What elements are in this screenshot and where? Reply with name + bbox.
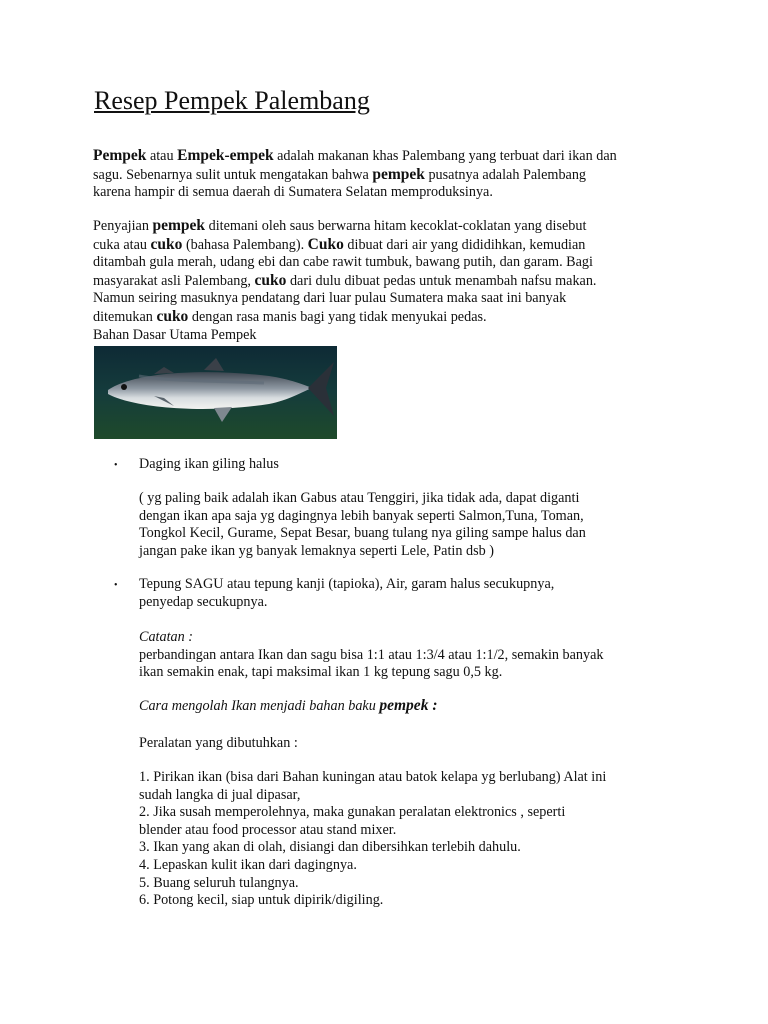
cara-heading xyxy=(139,697,699,716)
note-block xyxy=(139,629,699,682)
line: Tongkol Kecil, Gurame, Sepat Besar, buang tulang nya giling sampe halus dan xyxy=(139,525,586,542)
term-cuko: Cuko xyxy=(307,235,344,253)
term-cuko: cuko xyxy=(150,235,183,253)
text: ditambah gula merah, udang ebi dan cabe rawit tumbuk, bawang putih, dan garam. Bagi xyxy=(93,254,593,271)
fish-image xyxy=(94,346,337,439)
line xyxy=(93,308,693,327)
step-line: sudah langka di jual dipasar, xyxy=(139,786,301,803)
line xyxy=(93,217,693,236)
ingredient-item-sagu xyxy=(139,576,699,611)
line xyxy=(93,236,693,255)
bullet-icon: • xyxy=(114,580,118,591)
text: ditemukan xyxy=(93,308,157,325)
text: masyarakat asli Palembang, xyxy=(93,272,255,289)
cara-text: Cara mengolah Ikan menjadi bahan baku xyxy=(139,698,380,714)
term-pempek: Pempek xyxy=(93,147,147,164)
text: Namun seiring masuknya pendatang dari luar pulau Sumatera maka saat ini banyak xyxy=(93,290,567,307)
bullet-icon: • xyxy=(114,460,118,471)
term-cuko: cuko xyxy=(254,271,287,289)
line xyxy=(93,290,693,308)
text: adalah makanan khas Palembang yang terbuat dari ikan dan xyxy=(273,148,617,164)
line: jangan pake ikan yg banyak lemaknya seperti Lele, Patin dsb ) xyxy=(139,542,494,559)
step-line: 6. Potong kecil, siap untuk dipirik/digiling. xyxy=(139,892,384,909)
text: dengan rasa manis bagi yang tidak menyukai pedas. xyxy=(188,308,487,325)
line: Tepung SAGU atau tepung kanji (tapioka), Air, garam halus secukupnya, xyxy=(139,576,555,592)
step-line: 1. Pirikan ikan (bisa dari Bahan kuningan atau batok kelapa yg berlubang) Alat ini xyxy=(139,769,607,785)
line: penyedap secukupnya. xyxy=(139,593,268,610)
line xyxy=(93,147,693,166)
term-pempek: pempek xyxy=(372,165,425,183)
line xyxy=(93,272,693,291)
ingredient-note-fish xyxy=(139,490,699,560)
line: ikan semakin enak, tapi maksimal ikan 1 kg tepung sagu 0,5 kg. xyxy=(139,664,503,681)
text: karena hampir di semua daerah di Sumatera Selatan memproduksinya. xyxy=(93,184,493,201)
text: ditemani oleh saus berwarna hitam kecoklat-coklatan yang disebut xyxy=(205,218,587,234)
cuko-paragraph xyxy=(93,217,693,344)
text: pusatnya adalah Palembang xyxy=(424,166,587,183)
step-line: 2. Jika susah memperolehnya, maka gunakan peralatan elektronics , seperti xyxy=(139,804,566,821)
line: ( yg paling baik adalah ikan Gabus atau Tenggiri, jika tidak ada, dapat diganti xyxy=(139,490,580,506)
term-pempek: pempek : xyxy=(379,697,438,714)
line xyxy=(93,184,693,202)
ingredient-item-fish xyxy=(139,456,699,474)
section-heading: Bahan Dasar Utama Pempek xyxy=(93,326,257,343)
note-label xyxy=(139,629,699,647)
line: dengan ikan apa saja yg dagingnya lebih banyak seperti Salmon,Tuna, Toman, xyxy=(139,507,584,524)
note-label-text: Catatan : xyxy=(139,629,193,645)
term-empek-empek: Empek-empek xyxy=(177,147,274,164)
term-pempek: pempek xyxy=(152,217,206,234)
step-line: 3. Ikan yang akan di olah, disiangi dan dibersihkan terlebih dahulu. xyxy=(139,839,521,856)
text: sagu. Sebenarnya sulit untuk mengatakan bahwa xyxy=(93,166,373,183)
text: cuka atau xyxy=(93,236,151,253)
line xyxy=(93,254,693,272)
equipment-heading: Peralatan yang dibutuhkan : xyxy=(139,735,298,751)
line: perbandingan antara Ikan dan sagu bisa 1:1 atau 1:3/4 atau 1:1/2, semakin banyak xyxy=(139,646,604,663)
ingredient-heading: Daging ikan giling halus xyxy=(139,456,279,472)
text: dibuat dari air yang dididihkan, kemudian xyxy=(343,236,586,253)
page-title: Resep Pempek Palembang xyxy=(94,86,370,115)
step-line: 4. Lepaskan kulit ikan dari dagingnya. xyxy=(139,856,357,873)
steps-list xyxy=(139,769,699,910)
term-cuko: cuko xyxy=(156,307,189,325)
text: Penyajian xyxy=(93,218,153,234)
intro-paragraph xyxy=(93,147,693,202)
text: atau xyxy=(146,148,178,164)
text: (bahasa Palembang). xyxy=(182,236,308,253)
line xyxy=(93,166,693,185)
step-line: blender atau food processor atau stand mixer. xyxy=(139,821,397,838)
step-line: 5. Buang seluruh tulangnya. xyxy=(139,874,299,891)
text: dari dulu dibuat pedas untuk menambah nafsu makan. xyxy=(286,272,597,289)
